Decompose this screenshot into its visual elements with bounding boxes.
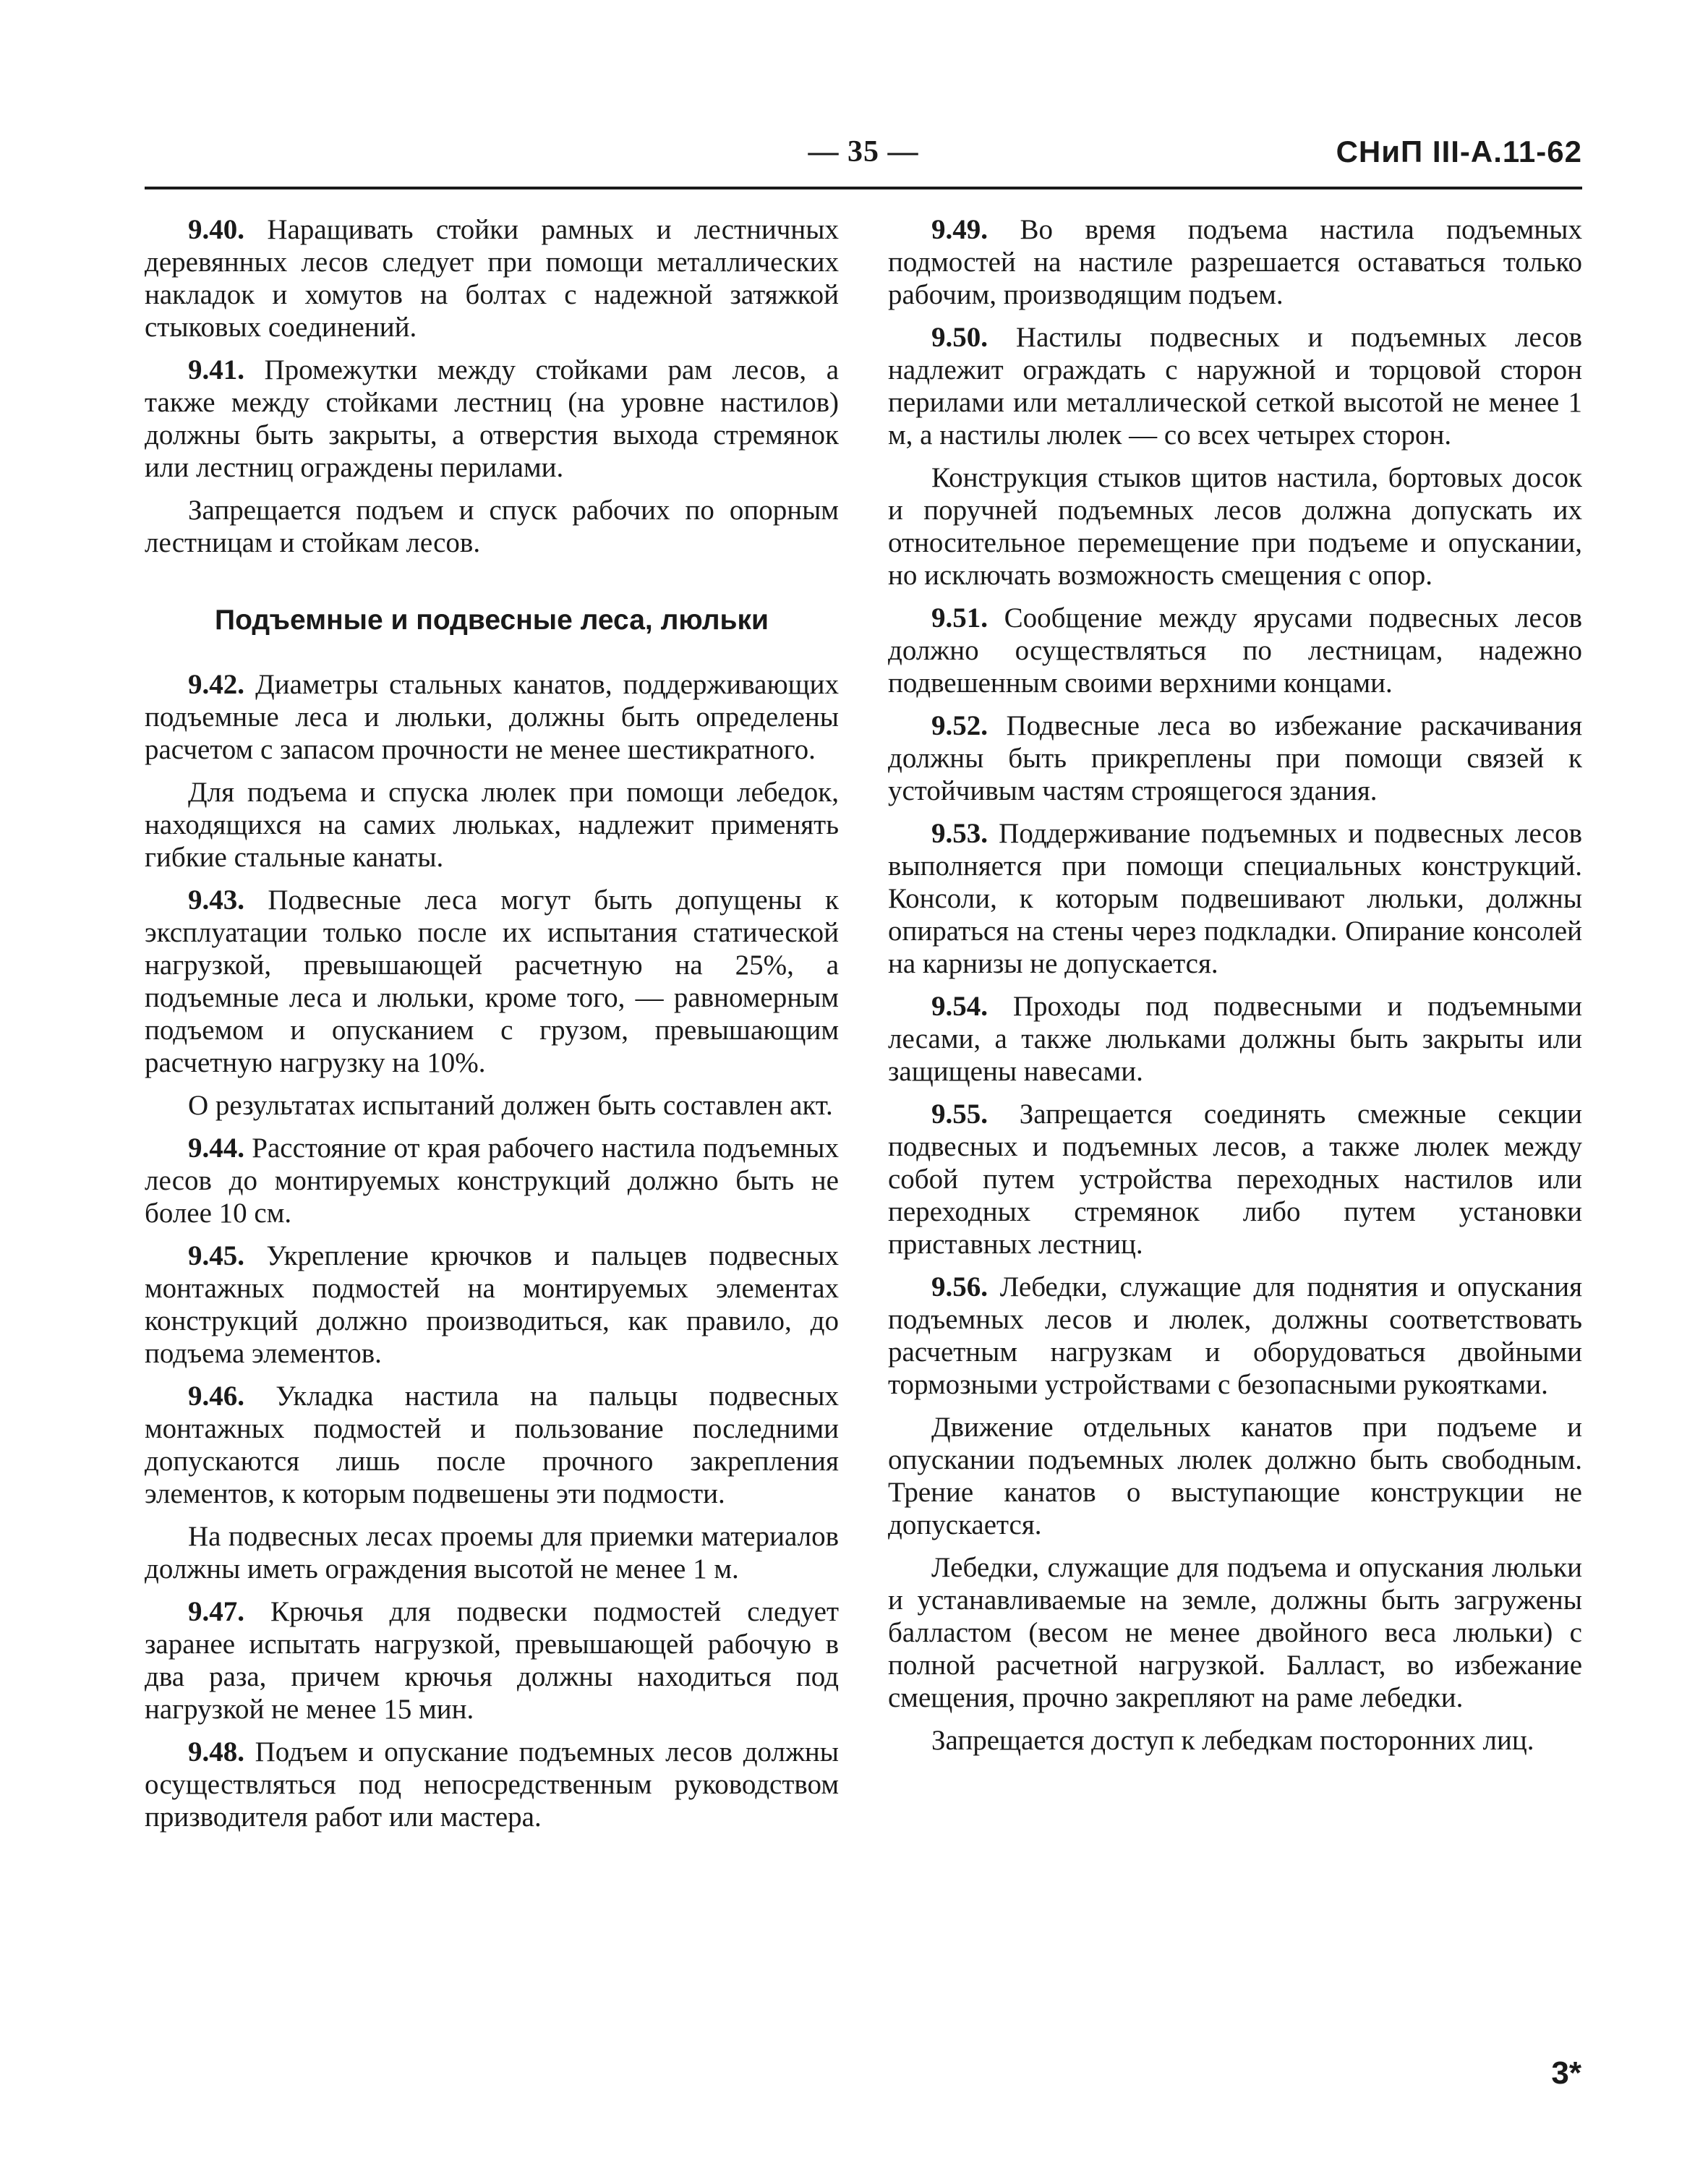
clause-9-40 [145,213,839,344]
clause-number: 9.44. [188,1133,244,1164]
clause-9-45 [145,1240,839,1370]
paragraph: Лебедки, служащие для подъема и опускания люльки и устанавливаемые на земле, должны быть загружены балластом (весом не менее двойного веса люльки) с полной расчетной нагрузкой. Балласт, во избежание смещения, прочно закрепляют на раме лебедки. [888,1552,1582,1713]
clause-number: 9.55. [931,1099,988,1130]
signature-mark: 3* [1551,2055,1581,2091]
clause-number: 9.54. [931,991,988,1022]
clause-number: 9.48. [188,1736,244,1767]
document-code: СНиП III-А.11-62 [1336,135,1582,169]
paragraph: Конструкция стыков щитов настила, бортовых досок и поручней подъемных лесов должна допускать их относительное перемещение при подъеме и опускании, но исключать возможность смещения с опор. [888,462,1582,591]
clause-text: Крючья для подвески подмостей следует заранее испытать нагрузкой, превышающей рабочую в два раза, причем крючья должны находиться под нагрузкой не менее 15 мин. [145,1596,839,1725]
clause-text: Подвесные леса во избежание раскачивания должны быть прикреплены при помощи связей к устойчивым частям строящегося здания. [888,710,1583,806]
clause-9-41 [145,354,839,484]
clause-text: Подвесные леса могут быть допущены к эксплуатации только после их испытания статической нагрузкой, превышающей расчетную на 25%, а подъемные леса и люльки, кроме того, — равномерным подъемом и опусканием с грузом, превышающим расчетную нагрузку на 10%. [145,884,839,1078]
clause-number: 9.47. [188,1596,244,1627]
clause-9-51 [888,602,1582,699]
clause-text: Расстояние от края рабочего настила подъемных лесов до монтируемых конструкций должно быть не более 10 см. [145,1133,839,1229]
clause-number: 9.50. [931,322,988,353]
clause-number: 9.43. [188,884,244,916]
clause-number: 9.40. [188,214,244,245]
clause-number: 9.41. [188,354,244,385]
clause-9-56 [888,1271,1582,1401]
clause-text: Укрепление крючков и пальцев подвесных монтажных подмостей на монтируемых элементах конструкций должно производиться, как правило, до подъема элементов. [145,1240,839,1369]
clause-9-44 [145,1132,839,1229]
clause-number: 9.52. [931,710,988,741]
clause-text: Во время подъема настила подъемных подмостей на настиле разрешается оставаться только рабочим, производящим подъем. [888,214,1582,310]
clause-text: Запрещается соединять смежные секции подвесных и подъемных лесов, а также люлек между собой путем устройства переходных настилов или переходных стремянок либо путем установки приставных лестниц. [888,1099,1583,1260]
clause-9-48 [145,1736,839,1833]
clause-text: Проходы под подвесными и подъемными лесами, а также люльками должны быть закрыты или защищены навесами. [888,991,1582,1087]
clause-text: Лебедки, служащие для поднятия и опускания подъемных лесов и люлек, должны соответствовать расчетным нагрузкам и оборудоваться двойными тормозными устройствами с безопасными рукоятками. [888,1271,1583,1400]
clause-number: 9.53. [931,818,988,849]
clause-number: 9.51. [931,602,988,634]
clause-9-49 [888,213,1582,311]
clause-number: 9.46. [188,1381,244,1412]
paragraph: Запрещается подъем и спуск рабочих по опорным лестницам и стойкам лесов. [145,495,839,558]
page-number: — 35 — [808,135,919,169]
clause-text: Подъем и опускание подъемных лесов должны осуществляться под непосредственным руководством призводителя работ или мастера. [145,1736,840,1833]
paragraph: Для подъема и спуска люлек при помощи лебедок, находящихся на самих люльках, надлежит применять гибкие стальные канаты. [145,777,839,873]
clause-text: Промежутки между стойками рам лесов, а также между стойками лестниц (на уровне настилов) должны быть закрыты, а отверстия выхода стремянок или лестниц ограждены перилами. [145,354,839,483]
section-heading: Подъемные и подвесные леса, люльки [215,605,769,636]
clause-number: 9.45. [188,1240,244,1271]
clause-text: Сообщение между ярусами подвесных лесов должно осуществляться по лестницам, надежно подвешенным своими верхними концами. [888,602,1583,699]
clause-9-42 [145,668,839,766]
clause-9-43 [145,884,839,1079]
paragraph: Запрещается доступ к лебедкам посторонних лиц. [931,1725,1534,1756]
clause-9-47 [145,1595,839,1726]
clause-number: 9.49. [931,214,988,245]
clause-9-54 [888,990,1582,1088]
clause-9-55 [888,1098,1582,1261]
page-header [145,121,1582,189]
clause-9-46 [145,1380,839,1510]
clause-text: Укладка настила на пальцы подвесных монтажных подмостей и пользование последними допускаются лишь после прочного закрепления элементов, к которым подвешены эти подмости. [145,1381,839,1509]
clause-text: Диаметры стальных канатов, поддерживающих подъемные леса и люльки, должны быть определены расчетом с запасом прочности не менее шестикратного. [145,669,839,765]
clause-text: Настилы подвесных и подъемных лесов надлежит ограждать с наружной и торцовой сторон перилами или металлической сеткой высотой не менее 1 м, а настилы люлек — со всех четырех сторон. [888,322,1582,451]
clause-text: Наращивать стойки рамных и лестничных деревянных лесов следует при помощи металлических накладок и хомутов на болтах с надежной затяжкой стыковых соединений. [145,214,839,343]
clause-text: Поддерживание подъемных и подвесных лесов выполняется при помощи специальных конструкций. Консоли, к которым подвешивают люльки, должны опираться на стены через подкладки. Опирание консолей на карнизы не допускается. [888,818,1582,979]
clause-9-50 [888,321,1582,451]
clause-number: 9.42. [188,669,244,700]
paragraph: О результатах испытаний должен быть составлен акт. [188,1090,833,1121]
paragraph: Движение отдельных канатов при подъеме и опускании подъемных люлек должно быть свободным. Трение канатов о выступающие конструкции не допускается. [888,1412,1582,1540]
left-column [145,213,839,1843]
clause-9-53 [888,817,1582,980]
clause-9-52 [888,709,1582,807]
right-column [888,213,1582,1767]
paragraph: На подвесных лесах проемы для приемки материалов должны иметь ограждения высотой не менее 1 м. [145,1521,839,1585]
clause-number: 9.56. [931,1271,988,1302]
